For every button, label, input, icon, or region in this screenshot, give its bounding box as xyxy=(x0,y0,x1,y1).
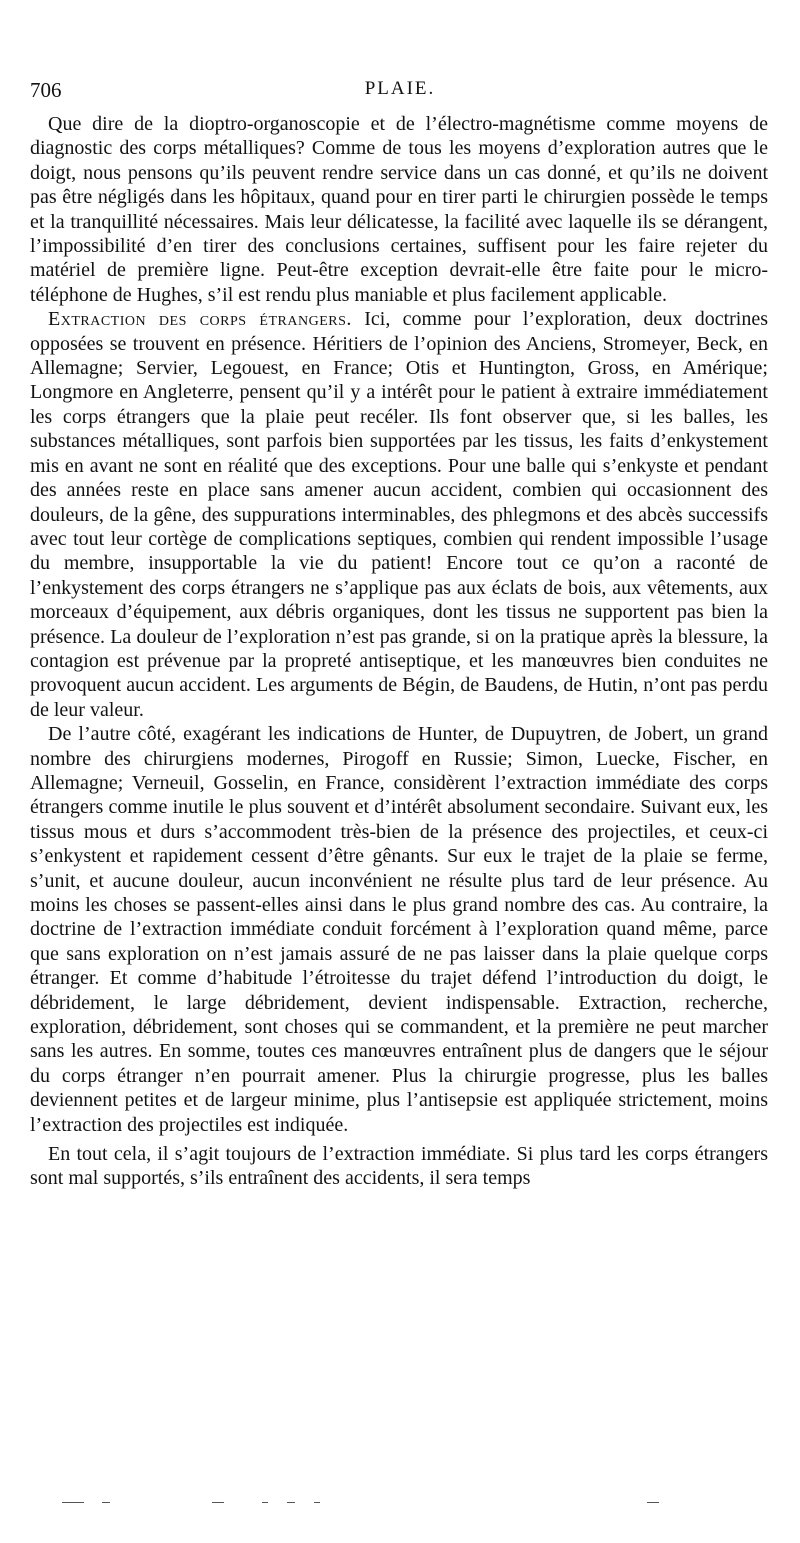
page-header xyxy=(30,78,770,104)
paragraph-diagnostic-methods: Que dire de la dioptro-organoscopie et de l’électro-magnétisme comme moyens de diagnostic des corps métalliques? Comme de tous les moyens d’exploration autres que le doigt, nous pensons qu’ils peuvent rendre service dans un cas donné, et qu’ils ne doivent pas être négligés dans les hôpitaux, quand pour en tirer parti le chirurgien possède le temps et la tranquillité nécessaires. Mais leur délicatesse, la facilité avec laquelle ils se dérangent, l’impossibilité d’en tirer des conclusions certaines, suffisent pour les faire rejeter du matériel de première ligne. Peut-être exception devrait-elle être faite pour le micro-téléphone de Hughes, s’il est rendu plus maniable et plus facilement applicable. xyxy=(30,113,768,306)
footer-dash-rule xyxy=(62,1502,662,1508)
paragraph-opposing-doctrine: De l’autre côté, exagérant les indications de Hunter, de Dupuytren, de Jobert, un grand nombre des chirurgiens modernes, Pirogoff en Russie; Simon, Luecke, Fischer, en Allemagne; Verneuil, Gosselin, en France, considèrent l’extraction immédiate des corps étrangers comme inutile le plus souvent et d’intérêt absolument secondaire. Suivant eux, les tissus mous et durs s’accommodent très-bien de la présence des projectiles, et ceux-ci s’enkystent et rapidement cessent d’être gênants. Sur eux le trajet de la plaie se ferme, s’unit, et aucune douleur, aucun inconvénient ne résulte plus tard de leur présence. Au moins les choses se passent-elles ainsi dans le plus grand nombre des cas. Au contraire, la doctrine de l’extraction immédiate conduit forcément à l’exploration quand même, parce que sans exploration on n’est jamais assuré de ne pas laisser dans la plaie quelque corps étranger. Et comme d’habitude l’étroitesse du trajet défend l’introduction du doigt, le débridement, le large débridement, devient indispensable. Extraction, recherche, exploration, débridement, sont choses qui se commandent, et la première ne peut marcher sans les autres. En somme, toutes ces manœuvres entraînent plus de dangers que le séjour du corps étranger n’en pourrait amener. Plus la chirurgie progresse, plus les balles deviennent petites et de largeur minime, plus l’antisepsie est appliquée strictement, moins l’extraction des projectiles est indiquée. xyxy=(30,723,768,1136)
paragraph-extraction xyxy=(30,307,768,722)
paragraph-conclusion: En tout cela, il s’agit toujours de l’extraction immédiate. Si plus tard les corps étrangers sont mal supportés, s’ils entraînent des accidents, il sera temps xyxy=(30,1143,768,1190)
section-heading-extraction: Extraction des corps étrangers. xyxy=(48,308,352,331)
paragraph-extraction-text: Ici, comme pour l’exploration, deux doctrines opposées se trouvent en présence. Héritiers de l’opinion des Anciens, Stromeyer, Beck, en Allemagne; Servier, Legouest, en France; Otis et Huntington, Gross, en Amérique; Longmore en Angleterre, pensent qu’il y a intérêt pour le patient à extraire immédiatement les corps étrangers que la plaie peut recéler. Ils font observer que, si les balles, les substances métalliques, sont parfois bien supportées par les tissus, les faits d’enkystement mis en avant ne sont en réalité que des exceptions. Pour une balle qui s’enkyste et pendant des années reste en place sans amener aucun accident, combien qui occasionnent des douleurs, de la gêne, des suppurations interminables, des phlegmons et des abcès successifs avec tout leur cortège de complications septiques, combien qui rendent impossible l’usage du membre, insupportable la vie du patient! Encore tout ce qu’on a raconté de l’enkystement des corps étrangers ne s’applique pas aux éclats de bois, aux vêtements, aux morceaux d’équipement, aux débris organiques, dont les tissus ne supportent pas bien la présence. La douleur de l’exploration n’est pas grande, si on la pratique après la blessure, la contagion est prévenue par la propreté antiseptique, et les manœuvres bien conduites ne provoquent aucun accident. Les arguments de Bégin, de Baudens, de Hutin, n’ont pas perdu de leur valeur. xyxy=(30,308,769,721)
running-title: PLAIE. xyxy=(364,78,436,99)
body-text xyxy=(30,112,768,1191)
page-number: 706 xyxy=(30,78,62,102)
